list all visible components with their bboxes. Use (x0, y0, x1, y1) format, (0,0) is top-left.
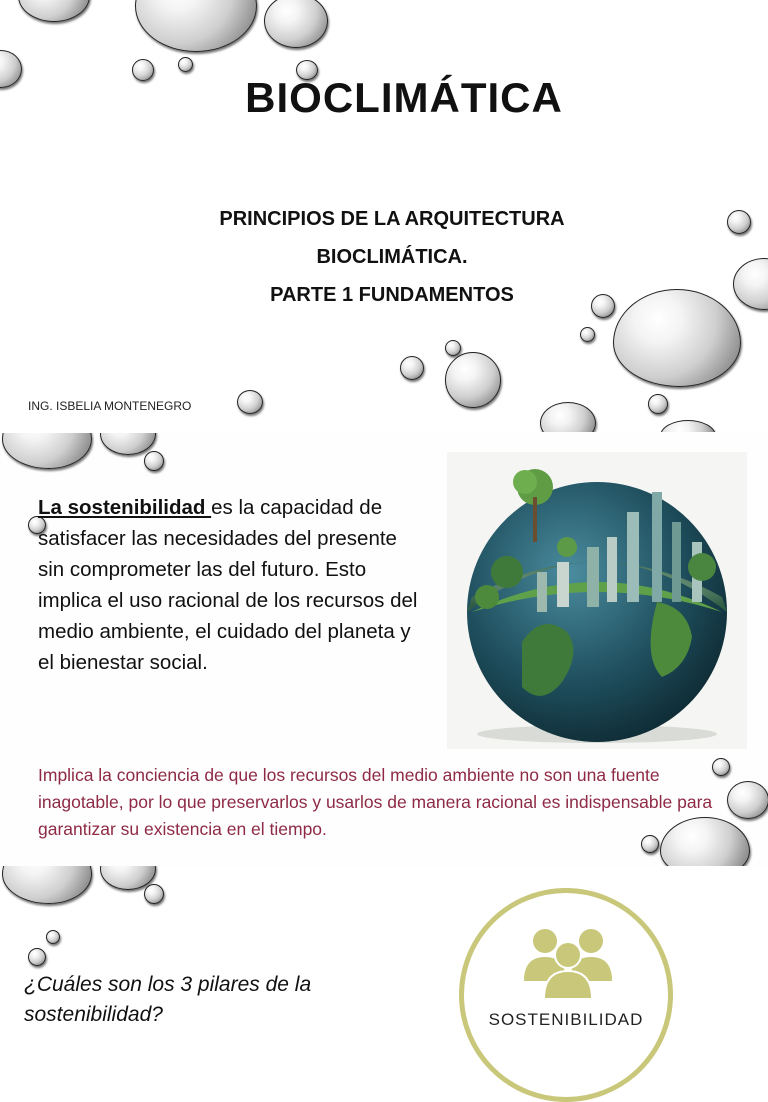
people-group-icon (520, 923, 616, 999)
water-drop (648, 394, 668, 414)
water-drop (18, 0, 90, 22)
water-drop (237, 390, 263, 414)
water-drop (580, 327, 595, 342)
water-drop (660, 420, 716, 432)
water-drop (46, 930, 60, 944)
sustainability-definition (38, 492, 418, 678)
author-name: ING. ISBELIA MONTENEGRO (28, 399, 192, 413)
slide-title (0, 0, 768, 432)
water-drop (445, 340, 461, 356)
definition-text: es la capacidad de satisfacer las necesidades del presente sin comprometer las del futuro. Esto implica el uso racional de los recursos del medio ambiente, el cuidado del planeta y el bienestar social. (38, 496, 418, 674)
water-drop (264, 0, 328, 48)
water-drop (727, 781, 768, 819)
water-drop (733, 258, 768, 310)
subtitle-line: PRINCIPIOS DE LA ARQUITECTURA (219, 208, 565, 230)
keyword-sostenibilidad: La sostenibilidad (38, 496, 212, 519)
water-drop (445, 352, 501, 408)
page-title: BIOCLIMÁTICA (245, 74, 563, 121)
ring-label: SOSTENIBILIDAD (488, 1010, 644, 1029)
pillars-question: ¿Cuáles son los 3 pilares de la sostenibilidad? (24, 973, 312, 1026)
subtitle-line: PARTE 1 FUNDAMENTOS (270, 284, 514, 306)
earth-city-image (447, 452, 747, 749)
water-drop (28, 948, 46, 966)
water-drop (2, 433, 92, 469)
water-drop (613, 289, 741, 387)
water-drop (727, 210, 751, 234)
water-drop (400, 356, 424, 380)
sustainability-quote: Implica la conciencia de que los recursos del medio ambiente no son una fuente inagotable, por lo que preservarlos y usarlos de manera racional es indispensable para garantizar su existencia en el tiempo. (38, 765, 713, 839)
water-drop (135, 0, 257, 52)
water-drop (144, 884, 164, 904)
water-drop (2, 866, 92, 904)
water-drop (178, 57, 193, 72)
water-drop (540, 402, 596, 432)
subtitle (172, 200, 612, 314)
subtitle-line: BIOCLIMÁTICA. (316, 246, 468, 268)
globe-illustration (447, 452, 747, 749)
water-drop (144, 451, 164, 471)
